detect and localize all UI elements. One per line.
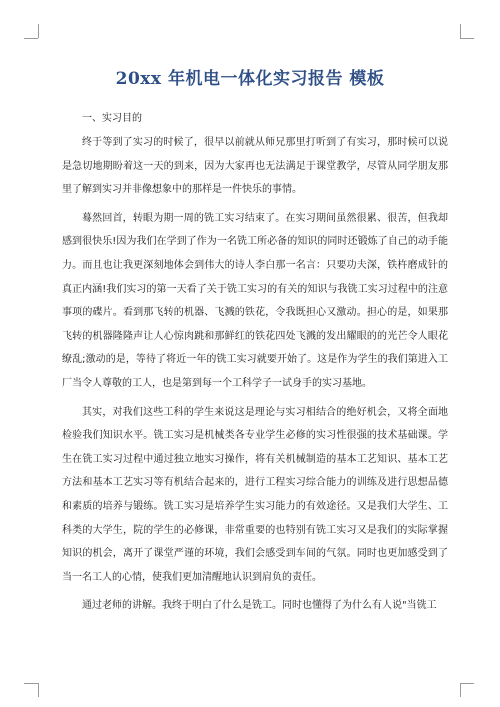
document-body <box>62 107 448 623</box>
crop-mark-bottom-left-v <box>38 683 39 697</box>
crop-mark-bottom-right-h <box>460 683 474 684</box>
crop-mark-top-left-h <box>24 38 38 39</box>
crop-mark-bottom-left-h <box>24 683 38 684</box>
paragraph-1: 终于等到了实习的时候了，很早以前就从师兄那里打听到了有实习，那时候可以说是急切地期盼着这一天的到来，因为大家再也无法满足于课堂教学，尽管从同学朋友那里了解到实习并非像想象中的那样是一件快乐的事情。 <box>62 137 448 196</box>
paragraph-3: 其实，对我们这些工科的学生来说这是理论与实习相结合的绝好机会，又将全面地检验我们知识水平。铣工实习是机械类各专业学生必修的实习性很强的技术基础课。学生在铣工实习过程中通过独立地实习操作，将有关机械制造的基本工艺知识、基本工艺方法和基本工艺实习等有机结合起来的，进行工程实习综合能力的训练及进行思想品德和素质的培养与锻练。铣工实习是培养学生实习能力的有效途径。又是我们大学生、工科类的大学生，院的学生的必修课，非常重要的也特别有铣工实习又是我们的实际掌握知识的机会，离开了课堂严谨的环境，我们会感受到车间的气氛。同时也更加感受到了当一名工人的心情，使我们更加清醒地认识到肩负的责任。 <box>62 406 448 583</box>
crop-mark-top-right-h <box>460 38 474 39</box>
paragraph-4: 通过老师的讲解。我终于明白了什么是铣工。同时也懂得了为什么有人说"当铣工 <box>82 600 437 612</box>
crop-mark-top-left-v <box>38 24 39 38</box>
document-title: 20xx 年机电一体化实习报告 模板 <box>115 69 385 89</box>
section-heading: 一、实习目的 <box>82 113 142 124</box>
crop-mark-bottom-right-v <box>460 683 461 697</box>
paragraph-2: 蓦然回首，转眼为期一周的铣工实习结束了。在实习期间虽然很累、很苦，但我却感到很快乐!因为我们在学到了作为一名铣工所必备的知识的同时还锻炼了自己的动手能力。而且也让我更深刻地体会到伟大的诗人李白那一名言：只要功夫深，铁杵磨成针的真正内涵!我们实习的第一天看了关于铣工实习的有关的知识与我铣工实习过程中的注意事项的碟片。看到那飞转的机器、飞溅的铁花，令我既担心又激动。担心的是，如果那飞转的机器隆隆声让人心惊肉跳和那鲜红的铁花四处飞溅的发出耀眼的的光芒令人眼花缭乱;激动的是，等待了将近一年的铣工实习就要开始了。这是作为学生的我们第进入工厂当令人尊敬的工人，也是第到每一个工科学子一试身手的实习基地。 <box>62 212 448 389</box>
crop-mark-top-right-v <box>460 24 461 38</box>
